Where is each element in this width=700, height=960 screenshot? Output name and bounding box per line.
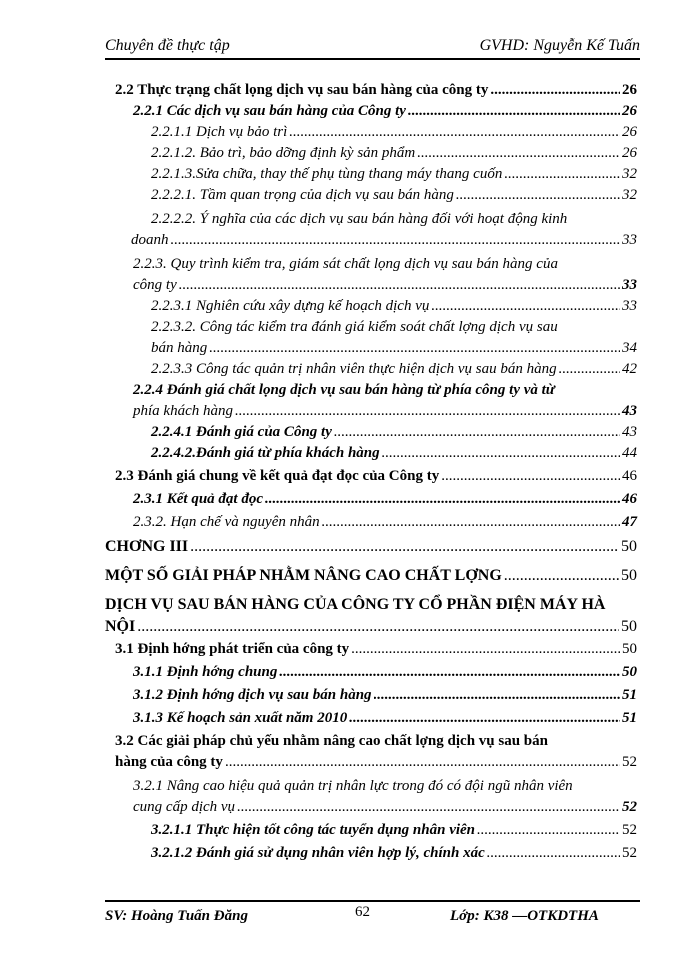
toc-entry-3-2-1[interactable]: 3.2.1 Nâng cao hiệu quả quản trị nhân lực trong đó có đội ngũ nhân viên cung cấp dịch vụ ..... 52 xyxy=(105,776,637,818)
toc-entry-2-2-3-3[interactable]: 2.2.3.3 Công tác quản trị nhân viên thực hiện dịch vụ sau bán hàng ..... 42 xyxy=(105,359,637,380)
toc-entry-2-2-2-1[interactable]: 2.2.2.1. Tầm quan trọng của dịch vụ sau bán hàng ..... 32 xyxy=(105,185,637,206)
toc-entry-3-1-2[interactable]: 3.1.2 Định hớng dịch vụ sau bán hàng ..... 51 xyxy=(105,685,637,706)
page-footer xyxy=(105,900,640,924)
toc-entry-2-2-4-2[interactable]: 2.2.4.2.Đánh giá từ phía khách hàng ..... 44 xyxy=(105,443,637,464)
toc-entry-2-2-1-2[interactable]: 2.2.1.2. Bảo trì, bảo dỡng định kỳ sản phẩm ..... 26 xyxy=(105,143,637,164)
toc-entry-2-3-2[interactable]: 2.3.2. Hạn chế và nguyên nhân ..... 47 xyxy=(105,512,637,533)
table-of-contents xyxy=(105,80,637,864)
toc-entry-2-2[interactable]: 2.2 Thực trạng chất lọng dịch vụ sau bán hàng của công ty ..... 26 xyxy=(105,80,637,101)
toc-entry-2-2-1-3[interactable]: 2.2.1.3.Sửa chữa, thay thế phụ tùng thang máy thang cuốn ..... 32 xyxy=(105,164,637,185)
toc-entry-chapter-3-title-cont[interactable]: DỊCH VỤ SAU BÁN HÀNG CỦA CÔNG TY CỔ PHẦN ĐIỆN MÁY HÀ NỘI ..... 50 xyxy=(105,594,637,637)
toc-entry-chapter-3-title[interactable]: MỘT SỐ GIẢI PHÁP NHẰM NÂNG CAO CHẤT LỢNG ..... 50 xyxy=(105,565,637,586)
header-left: Chuyên đề thực tập xyxy=(105,37,230,54)
toc-entry-3-1-1[interactable]: 3.1.1 Định hớng chung ..... 50 xyxy=(105,662,637,683)
toc-entry-2-2-3-1[interactable]: 2.2.3.1 Nghiên cứu xây dựng kế hoạch dịch vụ ..... 33 xyxy=(105,296,637,317)
page-number: 62 xyxy=(355,904,370,920)
toc-entry-3-2-1-2[interactable]: 3.2.1.2 Đánh giá sử dụng nhân viên hợp lý, chính xác ..... 52 xyxy=(105,843,637,864)
toc-entry-chapter-3[interactable]: CHƠNG III ..... 50 xyxy=(105,536,637,557)
toc-entry-2-2-4-1[interactable]: 2.2.4.1 Đánh giá của Công ty ..... 43 xyxy=(105,422,637,443)
toc-entry-3-2-1-1[interactable]: 3.2.1.1 Thực hiện tốt công tác tuyển dụng nhân viên ..... 52 xyxy=(105,820,637,841)
header-right: GVHD: Nguyễn Kế Tuấn xyxy=(479,37,640,54)
toc-entry-2-3-1[interactable]: 2.3.1 Kết quả đạt đọc ..... 46 xyxy=(105,489,637,510)
toc-entry-2-2-1-1[interactable]: 2.2.1.1 Dịch vụ bảo trì ..... 26 xyxy=(105,122,637,143)
toc-entry-2-2-2-2[interactable]: 2.2.2.2. Ý nghĩa của các dịch vụ sau bán hàng đối với hoạt động kinh doanh ..... 33 xyxy=(105,209,637,251)
page-header xyxy=(105,36,640,60)
toc-entry-3-2[interactable]: 3.2 Các giải pháp chủ yếu nhằm nâng cao chất lợng dịch vụ sau bán hàng của công ty ..... 52 xyxy=(105,731,637,773)
toc-entry-2-3[interactable]: 2.3 Đánh giá chung về kết quả đạt đọc của Công ty ..... 46 xyxy=(105,466,637,487)
toc-entry-2-2-3[interactable]: 2.2.3. Quy trình kiểm tra, giám sát chất lọng dịch vụ sau bán hàng của công ty ..... 33 xyxy=(105,254,637,296)
toc-entry-2-2-4[interactable]: 2.2.4 Đánh giá chất lọng dịch vụ sau bán hàng từ phía công ty và từ phía khách hàng ..... 43 xyxy=(105,380,637,422)
toc-entry-3-1-3[interactable]: 3.1.3 Kế hoạch sản xuất năm 2010 ..... 51 xyxy=(105,708,637,729)
footer-student: SV: Hoàng Tuấn Đăng xyxy=(105,908,248,924)
toc-entry-2-2-1[interactable]: 2.2.1 Các dịch vụ sau bán hàng của Công ty ..... 26 xyxy=(105,101,637,122)
toc-entry-2-2-3-2[interactable]: 2.2.3.2. Công tác kiểm tra đánh giá kiểm soát chất lợng dịch vụ sau bán hàng ..... 34 xyxy=(105,317,637,359)
toc-entry-3-1[interactable]: 3.1 Định hớng phát triển của công ty ..... 50 xyxy=(105,639,637,660)
footer-class: Lớp: K38 —OTKDTHA xyxy=(450,908,599,924)
